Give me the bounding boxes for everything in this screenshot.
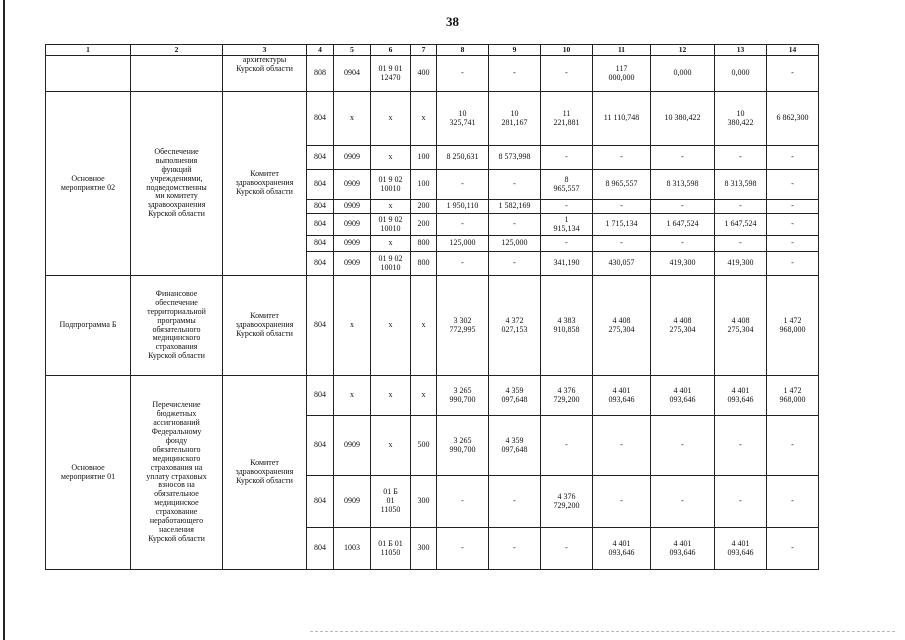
table-cell: - bbox=[541, 146, 593, 170]
table-cell: x bbox=[334, 276, 371, 376]
header-row bbox=[46, 45, 819, 56]
table-cell: 01 9 01 12470 bbox=[371, 56, 411, 92]
table-cell: - bbox=[767, 146, 819, 170]
table-cell: 4 376 729,200 bbox=[541, 376, 593, 416]
table-cell: - bbox=[437, 56, 489, 92]
table-cell: 8 313,598 bbox=[651, 170, 715, 200]
table-cell: - bbox=[767, 416, 819, 476]
table-cell: x bbox=[411, 276, 437, 376]
table-cell: 804 bbox=[307, 236, 334, 252]
table-cell: x bbox=[411, 376, 437, 416]
table-cell: 4 401 093,646 bbox=[715, 376, 767, 416]
table-body bbox=[46, 45, 819, 570]
table-cell: 804 bbox=[307, 276, 334, 376]
table-cell: - bbox=[593, 146, 651, 170]
table-cell: - bbox=[489, 214, 541, 236]
table-row bbox=[46, 56, 819, 92]
table-cell: 804 bbox=[307, 92, 334, 146]
table-cell: x bbox=[371, 146, 411, 170]
table-cell: 808 bbox=[307, 56, 334, 92]
table-cell: 341,190 bbox=[541, 252, 593, 276]
responsible-executor-cell: архитектуры Курской области bbox=[223, 56, 307, 92]
table-cell: 0909 bbox=[334, 236, 371, 252]
table-cell: 1003 bbox=[334, 528, 371, 570]
column-number-header: 13 bbox=[715, 45, 767, 56]
table-cell bbox=[131, 56, 223, 92]
table-cell: x bbox=[371, 376, 411, 416]
table-cell: 01 Б 01 11050 bbox=[371, 476, 411, 528]
table-cell: - bbox=[715, 416, 767, 476]
table-cell: 4 401 093,646 bbox=[651, 376, 715, 416]
column-number-header: 2 bbox=[131, 45, 223, 56]
table-cell: 500 bbox=[411, 416, 437, 476]
column-number-header: 4 bbox=[307, 45, 334, 56]
table-cell: - bbox=[651, 200, 715, 214]
table-cell: - bbox=[541, 56, 593, 92]
table-cell: 8 965,557 bbox=[593, 170, 651, 200]
table-cell: x bbox=[371, 200, 411, 214]
table-cell: - bbox=[767, 200, 819, 214]
table-cell: - bbox=[489, 476, 541, 528]
table-cell: - bbox=[715, 236, 767, 252]
table-cell: 10 281,167 bbox=[489, 92, 541, 146]
table-cell: 125,000 bbox=[437, 236, 489, 252]
table-cell: - bbox=[651, 236, 715, 252]
program-name-cell: Финансовое обеспечение территориальной программы обязательного медицинского страхования Курской области bbox=[131, 276, 223, 376]
table-cell: 4 401 093,646 bbox=[593, 376, 651, 416]
table-cell: - bbox=[489, 528, 541, 570]
table-cell: 0909 bbox=[334, 476, 371, 528]
table-cell: - bbox=[437, 214, 489, 236]
table-cell: - bbox=[715, 476, 767, 528]
budget-table bbox=[45, 44, 819, 570]
table-cell: 8 313,598 bbox=[715, 170, 767, 200]
responsible-executor-cell: Комитет здравоохранения Курской области bbox=[223, 92, 307, 276]
table-cell: - bbox=[593, 200, 651, 214]
table-cell: 4 408 275,304 bbox=[651, 276, 715, 376]
table-cell: 1 915,134 bbox=[541, 214, 593, 236]
table-cell: - bbox=[593, 476, 651, 528]
table-cell: x bbox=[334, 376, 371, 416]
table-cell: 0909 bbox=[334, 170, 371, 200]
table-cell: - bbox=[437, 252, 489, 276]
table-cell: 4 401 093,646 bbox=[593, 528, 651, 570]
table-cell: 0,000 bbox=[715, 56, 767, 92]
table-cell: 10 325,741 bbox=[437, 92, 489, 146]
table-cell: 1 647,524 bbox=[715, 214, 767, 236]
table-cell: - bbox=[437, 476, 489, 528]
table-cell: 01 9 02 10010 bbox=[371, 214, 411, 236]
table-cell: 804 bbox=[307, 476, 334, 528]
table-cell: 804 bbox=[307, 252, 334, 276]
table-cell: 800 bbox=[411, 236, 437, 252]
table-cell: 419,300 bbox=[651, 252, 715, 276]
column-number-header: 14 bbox=[767, 45, 819, 56]
table-row bbox=[46, 376, 819, 416]
table-cell: 300 bbox=[411, 476, 437, 528]
table-cell: 1 647,524 bbox=[651, 214, 715, 236]
table-cell: 804 bbox=[307, 376, 334, 416]
table-cell: 11 110,748 bbox=[593, 92, 651, 146]
table-cell: 4 376 729,200 bbox=[541, 476, 593, 528]
table-cell: 01 Б 01 11050 bbox=[371, 528, 411, 570]
table-cell: x bbox=[371, 276, 411, 376]
program-name-cell: Обеспечение выполнения функций учреждениями, подведомственны ми комитету здравоохранения Курской области bbox=[131, 92, 223, 276]
table-cell: - bbox=[489, 170, 541, 200]
responsible-executor-cell: Комитет здравоохранения Курской области bbox=[223, 276, 307, 376]
table-cell: 11 221,881 bbox=[541, 92, 593, 146]
table-cell: 125,000 bbox=[489, 236, 541, 252]
table-cell: 4 401 093,646 bbox=[715, 528, 767, 570]
program-name-cell: Перечисление бюджетных ассигнований Федеральному фонду обязательного медицинского страхования на уплату страховых взносов на обязательное медицинское страхование неработающего населения Курской области bbox=[131, 376, 223, 570]
table-cell: 4 383 910,858 bbox=[541, 276, 593, 376]
table-cell: - bbox=[437, 170, 489, 200]
table-cell: - bbox=[767, 528, 819, 570]
column-number-header: 9 bbox=[489, 45, 541, 56]
table-cell: 01 9 02 10010 bbox=[371, 170, 411, 200]
table-cell: 800 bbox=[411, 252, 437, 276]
table-cell: 1 715,134 bbox=[593, 214, 651, 236]
table-cell: 804 bbox=[307, 528, 334, 570]
table-cell: 804 bbox=[307, 170, 334, 200]
program-element-cell: Подпрограмма Б bbox=[46, 276, 131, 376]
table-cell: 419,300 bbox=[715, 252, 767, 276]
table-cell: 10 380,422 bbox=[651, 92, 715, 146]
table-cell: 804 bbox=[307, 200, 334, 214]
page-number: 38 bbox=[446, 14, 459, 29]
table-cell: 200 bbox=[411, 214, 437, 236]
table-cell: 6 862,300 bbox=[767, 92, 819, 146]
table-cell: - bbox=[767, 476, 819, 528]
table-cell: 01 9 02 10010 bbox=[371, 252, 411, 276]
table-cell: 804 bbox=[307, 214, 334, 236]
table-cell: 0909 bbox=[334, 252, 371, 276]
table-cell: 0909 bbox=[334, 416, 371, 476]
table-cell: - bbox=[593, 416, 651, 476]
table-cell: - bbox=[715, 200, 767, 214]
program-element-cell: Основное мероприятие 01 bbox=[46, 376, 131, 570]
table-cell: 804 bbox=[307, 146, 334, 170]
table-cell: x bbox=[334, 92, 371, 146]
table-cell: 1 472 968,000 bbox=[767, 276, 819, 376]
table-cell: - bbox=[715, 146, 767, 170]
table-cell bbox=[46, 56, 131, 92]
table-cell: x bbox=[371, 236, 411, 252]
table-cell: 430,057 bbox=[593, 252, 651, 276]
table-cell: 3 265 990,700 bbox=[437, 376, 489, 416]
column-number-header: 3 bbox=[223, 45, 307, 56]
table-cell: - bbox=[541, 528, 593, 570]
table-cell: - bbox=[767, 214, 819, 236]
column-number-header: 5 bbox=[334, 45, 371, 56]
table-cell: 4 359 097,648 bbox=[489, 376, 541, 416]
table-cell: - bbox=[437, 528, 489, 570]
table-cell: - bbox=[767, 170, 819, 200]
table-cell: 8 965,557 bbox=[541, 170, 593, 200]
column-number-header: 12 bbox=[651, 45, 715, 56]
scan-artifact-line bbox=[310, 631, 895, 632]
table-cell: - bbox=[651, 476, 715, 528]
table-cell: - bbox=[651, 416, 715, 476]
table-cell: - bbox=[541, 416, 593, 476]
table-cell: - bbox=[651, 146, 715, 170]
table-row bbox=[46, 276, 819, 376]
table-cell: 100 bbox=[411, 170, 437, 200]
column-number-header: 6 bbox=[371, 45, 411, 56]
table-cell: 1 950,110 bbox=[437, 200, 489, 214]
table-cell: - bbox=[767, 252, 819, 276]
table-cell: 1 472 968,000 bbox=[767, 376, 819, 416]
table-cell: - bbox=[489, 56, 541, 92]
page-left-border bbox=[3, 0, 5, 640]
table-cell: 0,000 bbox=[651, 56, 715, 92]
table-cell: - bbox=[541, 200, 593, 214]
table-row bbox=[46, 92, 819, 146]
table-cell: - bbox=[767, 236, 819, 252]
table-cell: 4 372 027,153 bbox=[489, 276, 541, 376]
table-cell: 8 250,631 bbox=[437, 146, 489, 170]
table-cell: - bbox=[767, 56, 819, 92]
table-cell: 100 bbox=[411, 146, 437, 170]
column-number-header: 11 bbox=[593, 45, 651, 56]
table-cell: 4 401 093,646 bbox=[651, 528, 715, 570]
table-cell: 1 582,169 bbox=[489, 200, 541, 214]
table-cell: 0904 bbox=[334, 56, 371, 92]
table-cell: 400 bbox=[411, 56, 437, 92]
table-cell: 3 265 990,700 bbox=[437, 416, 489, 476]
table-cell: 0909 bbox=[334, 200, 371, 214]
table-cell: - bbox=[541, 236, 593, 252]
table-cell: 4 408 275,304 bbox=[593, 276, 651, 376]
table-cell: x bbox=[371, 416, 411, 476]
responsible-executor-cell: Комитет здравоохранения Курской области bbox=[223, 376, 307, 570]
table-cell: 0909 bbox=[334, 214, 371, 236]
table-cell: 3 302 772,995 bbox=[437, 276, 489, 376]
column-number-header: 8 bbox=[437, 45, 489, 56]
table-cell: 0909 bbox=[334, 146, 371, 170]
table-cell: 804 bbox=[307, 416, 334, 476]
table-cell: 300 bbox=[411, 528, 437, 570]
table-cell: - bbox=[593, 236, 651, 252]
program-element-cell: Основное мероприятие 02 bbox=[46, 92, 131, 276]
table-cell: 4 359 097,648 bbox=[489, 416, 541, 476]
table-cell: 117 000,000 bbox=[593, 56, 651, 92]
table-cell: x bbox=[371, 92, 411, 146]
table-cell: 8 573,998 bbox=[489, 146, 541, 170]
table-cell: x bbox=[411, 92, 437, 146]
table-cell: 10 380,422 bbox=[715, 92, 767, 146]
column-number-header: 7 bbox=[411, 45, 437, 56]
column-number-header: 1 bbox=[46, 45, 131, 56]
column-number-header: 10 bbox=[541, 45, 593, 56]
table-cell: - bbox=[489, 252, 541, 276]
table-cell: 4 408 275,304 bbox=[715, 276, 767, 376]
table-cell: 200 bbox=[411, 200, 437, 214]
